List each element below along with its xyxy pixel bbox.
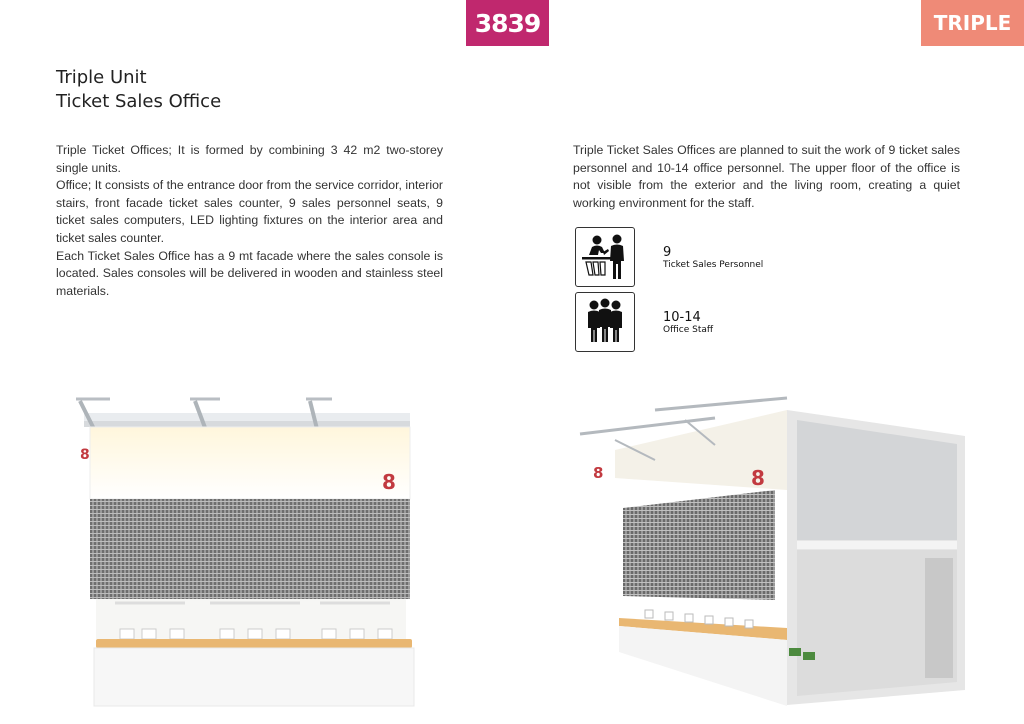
svg-text:8: 8 bbox=[382, 470, 396, 494]
left-paragraph-3: Each Ticket Sales Office has a 9 mt facade where the sales console is located. Sales consoles will be delivered in wooden and stainless steel materials. bbox=[56, 248, 443, 298]
stat-ticket-sales bbox=[575, 227, 763, 287]
left-description bbox=[56, 142, 443, 300]
stat-label: Ticket Sales Personnel bbox=[663, 259, 764, 270]
title-line-2: Ticket Sales Office bbox=[56, 91, 222, 112]
section-badge-label: TRIPLE bbox=[933, 11, 1012, 35]
logo-text: 3839 bbox=[474, 8, 541, 38]
brand-logo bbox=[466, 0, 549, 46]
title-line-1: Triple Unit bbox=[56, 67, 147, 88]
svg-text:8: 8 bbox=[751, 466, 765, 490]
ticket-sales-icon bbox=[575, 227, 635, 287]
left-paragraph-2: Office; It consists of the entrance door from the service corridor, interior stairs, front facade ticket sales counter, 9 sales personnel seats, 9 ticket sales computers, LED lighting fixtures on the interior area and ticket sales counter. bbox=[56, 178, 443, 245]
stat-label: Office Staff bbox=[663, 324, 714, 335]
section-badge bbox=[921, 0, 1024, 46]
perspective-view-render bbox=[575, 390, 975, 710]
stat-value: 10-14 bbox=[663, 309, 701, 325]
left-paragraph-1: Triple Ticket Offices; It is formed by combining 3 42 m2 two-storey single units. bbox=[56, 143, 443, 175]
stat-office-staff bbox=[575, 292, 713, 352]
right-description bbox=[573, 142, 960, 212]
front-view-render bbox=[70, 393, 440, 708]
stat-value: 9 bbox=[663, 244, 672, 260]
page-title bbox=[56, 66, 221, 114]
right-paragraph-1: Triple Ticket Sales Offices are planned to suit the work of 9 ticket sales personnel and 10-14 office personnel. The upper floor of the office is not visible from the exterior and the living room, creating a quiet working environment for the staff. bbox=[573, 143, 960, 210]
svg-text:8: 8 bbox=[80, 447, 90, 463]
svg-text:8: 8 bbox=[593, 464, 604, 482]
office-staff-icon bbox=[575, 292, 635, 352]
